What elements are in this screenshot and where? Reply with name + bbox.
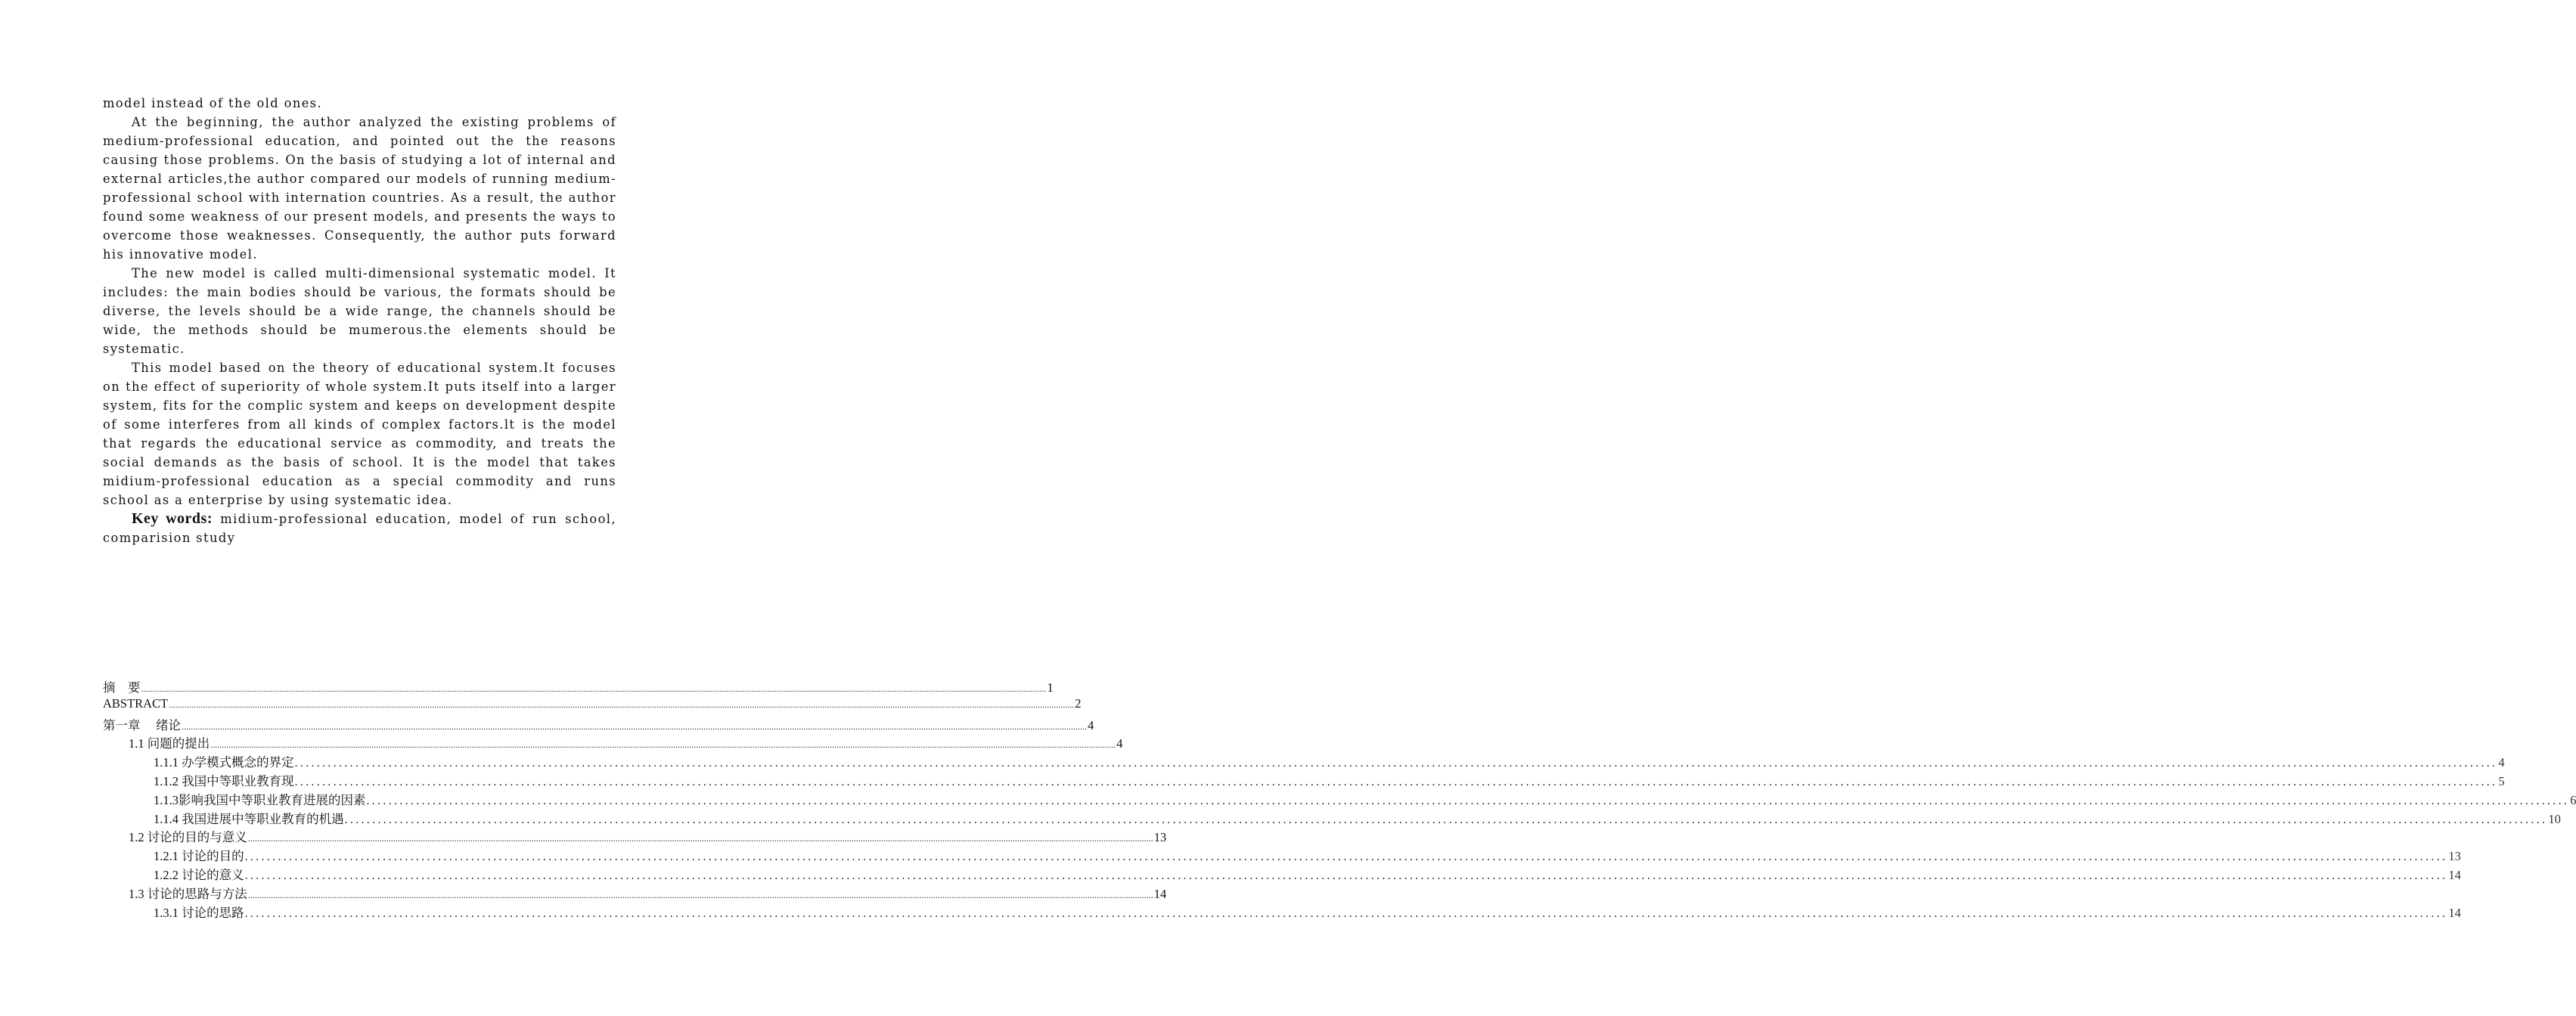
toc-leader-dots: ............................................................................................................................................................................................................................................................................................................................................................................................................... — [169, 698, 1075, 710]
toc-leader-dots: ............................................................................................................................................................................................................................................................................................................................................................................................................... — [366, 794, 2570, 807]
toc-entry[interactable] — [103, 809, 2561, 828]
toc-entry-label: 1.1.2 我国中等职业教育现 — [154, 773, 294, 788]
toc-entry[interactable] — [103, 903, 2461, 922]
toc-entry[interactable] — [103, 677, 1054, 696]
toc-entry-label: 1.1.3影响我国中等职业教育进展的因素 — [154, 792, 366, 807]
toc-leader-dots: ............................................................................................................................................................................................................................................................................................................................................................................................................... — [141, 683, 1047, 694]
toc-entry[interactable] — [103, 884, 1167, 903]
toc-page-number: 14 — [1153, 886, 1167, 901]
toc-entry-label: 1.2.2 讨论的意义 — [154, 867, 244, 882]
keywords-label: Key words: — [132, 510, 213, 527]
toc-leader-dots: ............................................................................................................................................................................................................................................................................................................................................................................................................... — [210, 739, 1116, 751]
abstract-paragraph: At the beginning, the author analyzed the existing problems of medium-professional education, and pointed out the the reasons causing those problems. On the basis of studying a lot of internal and external articles,the author compared our models of running medium-professional school with internation countries. As a result, the author found some weakness of our present models, and presents the ways to overcome those weaknesses. Consequently, the author puts forward his innovative model. — [103, 115, 616, 262]
toc-page-number: 14 — [2448, 905, 2461, 920]
toc-page-number: 10 — [2548, 811, 2561, 826]
abstract-paragraph: model instead of the old ones. — [103, 96, 323, 110]
toc-entry-label: 1.2.1 讨论的目的 — [154, 849, 244, 864]
toc-leader-dots: ............................................................................................................................................................................................................................................................................................................................................................................................................... — [182, 720, 1088, 732]
toc-entry-label: 1.3.1 讨论的思路 — [154, 905, 244, 920]
toc-entry[interactable] — [103, 790, 2576, 809]
toc-page-number: 2 — [1075, 695, 1082, 711]
toc-leader-dots: ............................................................................................................................................................................................................................................................................................................................................................................................................... — [244, 850, 2448, 864]
toc-entry-label: 1.1.4 我国进展中等职业教育的机遇 — [154, 811, 344, 826]
toc-entry[interactable] — [103, 695, 1082, 715]
toc-entry-label: ABSTRACT — [103, 695, 169, 711]
toc-page-number: 4 — [2498, 755, 2505, 770]
abstract-paragraph: This model based on the theory of educational system.It focuses on the effect of superiority of whole system.It puts itself into a larger system, fits for the complic system and keeps on development despite of some interferes from all kinds of complex factors.lt is the model that regards the educational service as commodity, and treats the social demands as the basis of school. It is the model that takes midium-professional education as a special commodity and runs school as a enterprise by using systematic idea. — [103, 361, 616, 507]
toc-entry[interactable] — [103, 865, 2461, 884]
toc-entry[interactable] — [103, 715, 1094, 734]
toc-page-number: 5 — [2498, 773, 2505, 788]
toc-leader-dots: ............................................................................................................................................................................................................................................................................................................................................................................................................... — [294, 757, 2498, 770]
toc-entry[interactable] — [103, 733, 1123, 752]
toc-page-number: 1 — [1047, 680, 1054, 695]
toc-page-number: 13 — [2448, 849, 2461, 864]
toc-leader-dots: ............................................................................................................................................................................................................................................................................................................................................................................................................... — [294, 775, 2498, 788]
table-of-contents — [103, 677, 2576, 921]
toc-entry[interactable] — [103, 771, 2505, 790]
toc-entry-label: 1.1.1 办学模式概念的界定 — [154, 755, 294, 770]
toc-entry-label: 1.2 讨论的目的与意义 — [129, 830, 247, 845]
toc-page-number: 14 — [2448, 867, 2461, 882]
toc-page-number: 6 — [2570, 792, 2576, 807]
toc-entry[interactable] — [103, 846, 2461, 865]
toc-entry[interactable] — [103, 827, 1167, 846]
toc-leader-dots: ............................................................................................................................................................................................................................................................................................................................................................................................................... — [247, 833, 1153, 844]
toc-page-number: 4 — [1088, 717, 1094, 733]
toc-leader-dots: ............................................................................................................................................................................................................................................................................................................................................................................................................... — [244, 906, 2448, 920]
abstract-paragraph: The new model is called multi-dimensional systematic model. It includes: the main bodies should be various, the formats should be diverse, the levels should be a wide range, the channels should be wide, the methods should be mumerous.the elements should be systematic. — [103, 266, 616, 356]
toc-entry[interactable] — [103, 752, 2505, 771]
toc-entry-label: 1.1 问题的提出 — [129, 736, 210, 751]
toc-leader-dots: ............................................................................................................................................................................................................................................................................................................................................................................................................... — [247, 889, 1153, 900]
abstract-section — [103, 94, 616, 547]
toc-page-number: 13 — [1153, 830, 1167, 845]
toc-page-number: 4 — [1116, 736, 1123, 751]
toc-leader-dots: ............................................................................................................................................................................................................................................................................................................................................................................................................... — [244, 869, 2448, 882]
keywords-text: midium-professional education, model of run school, comparision study — [103, 512, 616, 545]
toc-entry-label: 摘 要 — [103, 680, 141, 695]
toc-leader-dots: ............................................................................................................................................................................................................................................................................................................................................................................................................... — [344, 813, 2548, 826]
toc-entry-label: 第一章 绪论 — [103, 717, 182, 733]
toc-entry-label: 1.3 讨论的思路与方法 — [129, 886, 247, 901]
keywords-line — [103, 510, 616, 547]
